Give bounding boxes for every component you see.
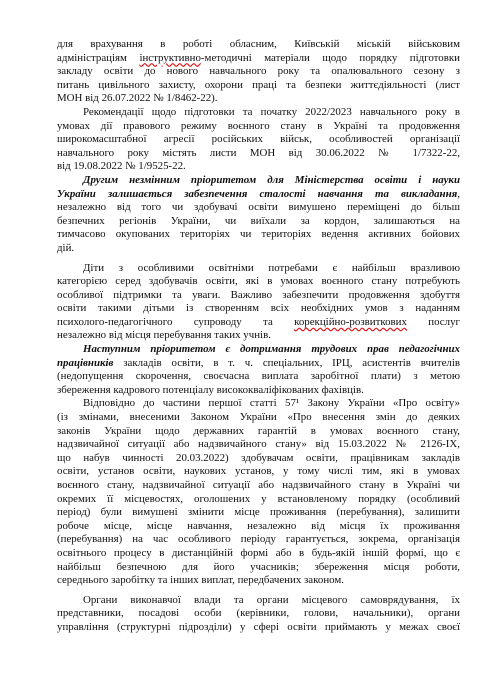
text-line: закладу освіти до нового навчального року та опалювального сезону з	[57, 65, 460, 78]
text-line	[57, 52, 460, 66]
spellcheck-underlined-word: корекційно-розвиткових	[294, 315, 407, 328]
text-line: широкомасштабної агресії російських військ, особливостей організації	[57, 133, 460, 146]
text-line: найбільш безпечною для його учасників; збереження місця роботи,	[57, 560, 460, 573]
text-line: незалежно від того чи здобувачі освіти вимушено переміщені до більш	[57, 201, 460, 214]
bold-italic-text: України залишається забезпечення сталості навчання та викладання	[57, 187, 458, 200]
text-line: (недопущення скорочення, своєчасна виплата заробітної плати) з метою	[57, 370, 460, 383]
text-line: для врахування в роботі обласним, Київській міській військовим	[57, 38, 460, 50]
text-line: тимчасово окупованих територіях чи територіях ведення активних бойових	[57, 228, 460, 241]
text-line: від 19.08.2022 № 1/9525-22.	[57, 160, 186, 173]
paragraph-2	[57, 106, 460, 174]
text-line: Рекомендації щодо підготовки та початку 2022/2023 навчального року в	[83, 105, 460, 118]
bold-italic-text: працівників	[57, 356, 114, 369]
paragraph-6	[57, 397, 460, 587]
text-line: робоче місце, місце навчання, незалежно від місця їх проживання	[57, 519, 460, 532]
text-line: освітнього процесу в дистанційній формі або в будь-якій іншій формі, що є	[57, 546, 460, 559]
text-line: управління (структурні підрозділи) у сфері освіти приймають у межах своєї	[57, 620, 460, 633]
text-fragment: послуг	[406, 315, 460, 328]
text-line: окремих її місцевостях, оголошених у встановленому порядку (особливий	[57, 492, 460, 505]
text-line	[57, 357, 460, 371]
text-line: що набув чинності 20.03.2022) здобувачам освіти, працівникам закладів	[57, 451, 460, 464]
paragraph-4	[57, 262, 460, 344]
bold-italic-text: Наступним пріоритетом є дотримання трудових прав педагогічних	[83, 343, 460, 356]
text-fragment: адміністраціям	[57, 51, 140, 64]
text-line: особливої підтримки та уваги. Важливо забезпечити продовження здобуття	[57, 288, 460, 301]
text-line: надзвичайної ситуації або надзвичайного стану» від 15.03.2022 № 2126-IX,	[57, 438, 460, 451]
text-line: Відповідно до частини першої статті 57¹ Закону України «Про освіту»	[83, 397, 460, 410]
text-fragment: психолого-педагогічного супроводу та	[57, 315, 295, 328]
text-line: освіти, установ освіти, наукових установ, у тому числі тим, які в умовах	[57, 465, 460, 478]
text-line: дій.	[57, 241, 75, 254]
text-line: Діти з особливими освітніми потребами є найбільш вразливою	[83, 261, 460, 274]
text-line: (із змінами, внесеними Законом України «Про внесення змін до деяких	[57, 411, 460, 424]
text-line: законів України щодо державних гарантій в умовах воєнного стану,	[57, 424, 460, 437]
text-line: період) були вимушені змінити місце проживання (перебування), залишити	[57, 506, 460, 519]
text-line: Органи виконавчої влади та органи місцевого самоврядування, їх	[83, 593, 460, 606]
text-line	[57, 174, 460, 188]
text-line	[57, 343, 460, 357]
paragraph-3	[57, 174, 460, 256]
paragraph-1	[57, 38, 460, 106]
text-fragment: закладів освіти, в т. ч. спеціальних, ІРЦ, асистентів вчителів	[113, 356, 460, 369]
text-line	[57, 316, 460, 330]
text-line: воєнного стану, надзвичайної ситуації або надзвичайного стану в Україні чи	[57, 479, 460, 491]
text-fragment: -методичні матеріали щодо порядку підготовки	[200, 51, 460, 64]
paragraph-5	[57, 343, 460, 397]
text-line: (перебування) на час особливого періоду гарантується, зокрема, організація	[57, 533, 460, 546]
text-line	[57, 188, 460, 202]
text-line: представники, посадові особи (керівники, голови, начальники), органи	[57, 607, 460, 620]
text-line: середнього заробітку та інших виплат, передбачених законом.	[57, 574, 345, 587]
text-line: умовах дії правового режиму воєнного стану в Україні та продовження	[57, 119, 460, 132]
text-line: освіти такими дітьми із створенням всіх необхідних умов з наданням	[57, 302, 460, 315]
text-line: навчального року містять листи МОН від 30.06.2022 № 1/7322-22,	[57, 146, 460, 159]
text-line: незалежно від місця перебування таких учнів.	[57, 329, 271, 342]
text-line: МОН від 26.07.2022 № 1/8462-22).	[57, 92, 218, 105]
paragraph-7	[57, 594, 460, 635]
bold-italic-text: Другим незмінним пріоритетом для Міністерства освіти і науки	[83, 173, 460, 186]
text-line: безпечних регіонів України, чи виїхали за кордон, залишаються на	[57, 214, 460, 227]
text-line: категорією серед здобувачів освіти, які в умовах воєнного стану потребують	[57, 275, 460, 288]
text-line: збереження кадрового потенціалу висококваліфікованих фахівців.	[57, 383, 364, 396]
spellcheck-underlined-word: інструктивно	[139, 51, 201, 64]
text-line: питань цивільного захисту, охорони праці та безпеки життєдіяльності (лист	[57, 78, 460, 91]
text-fragment: ,	[457, 187, 460, 200]
